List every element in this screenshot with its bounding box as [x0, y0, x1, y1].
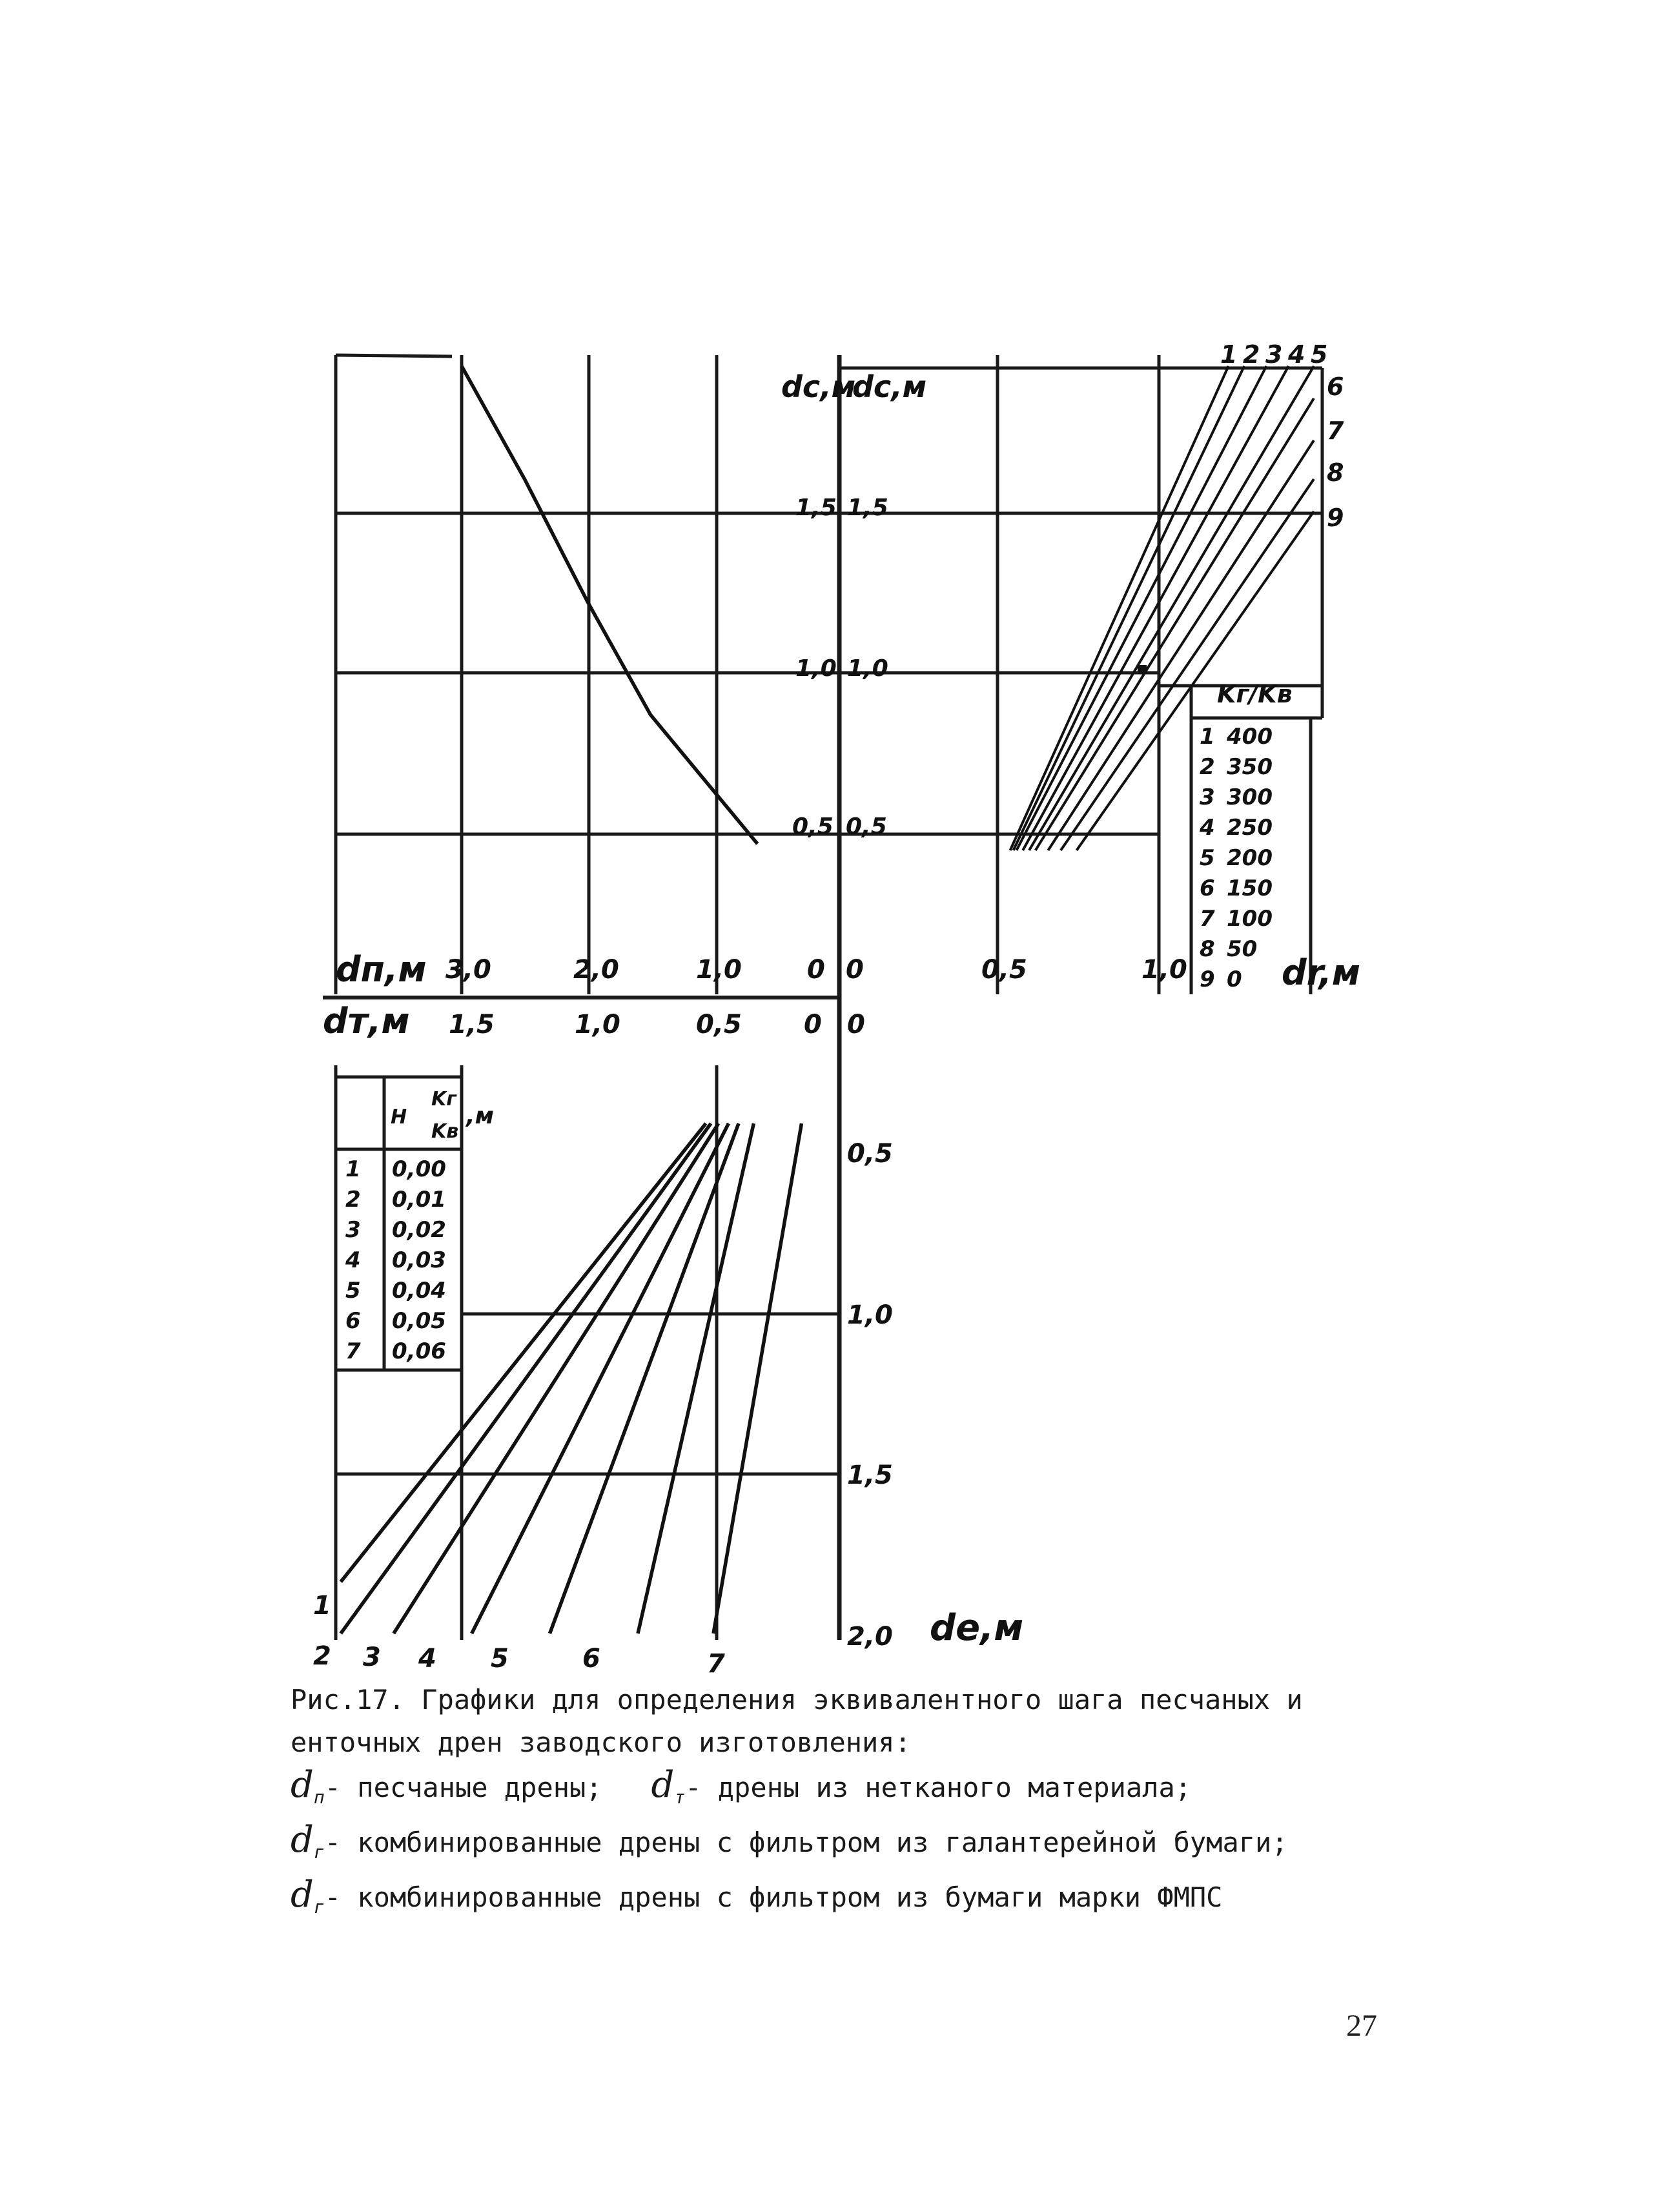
ratio-row-number: 9 — [1200, 967, 1215, 992]
dc-tick-1-0-right: 1,0 — [847, 655, 888, 682]
h-table-H: H — [391, 1106, 407, 1129]
dt-tick-0-5: 0,5 — [696, 1010, 742, 1039]
h-row-number: 3 — [345, 1217, 361, 1243]
nomogram-curves — [341, 366, 1314, 1633]
ratio-table-header: Kг/Kв — [1217, 680, 1293, 708]
ratio-row-value: 150 — [1227, 876, 1273, 901]
curve-label-7: 7 — [1327, 416, 1344, 445]
dr-axis-label: dr,м — [1282, 952, 1361, 993]
de-tick-1-0: 1,0 — [847, 1300, 893, 1330]
curve-label-1: 1 — [1220, 340, 1238, 369]
curve-label-6: 6 — [1327, 373, 1344, 401]
bottom-curve-label-2: 2 — [313, 1641, 331, 1671]
ratio-row-number: 4 — [1200, 815, 1215, 841]
de-tick-2-0: 2,0 — [847, 1622, 893, 1652]
h-row-value: 0,03 — [392, 1247, 446, 1273]
ratio-row-value: 300 — [1227, 784, 1273, 810]
de-tick-0: 0 — [847, 1010, 865, 1039]
caption-legend-row-1 — [291, 1764, 1440, 1819]
de-tick-0-5: 0,5 — [847, 1139, 893, 1169]
dr2-description: - комбинированные дрены с фильтром из бумаги марки ФМПС — [324, 1881, 1223, 1913]
top-curve-numbers — [1220, 340, 1327, 369]
dr-curve-8 — [1061, 479, 1314, 850]
dr2-symbol: d — [291, 1874, 314, 1916]
h-row-value: 0,04 — [392, 1278, 446, 1304]
bottom-curve-numbers — [313, 1591, 725, 1679]
dt-tick-1-0: 1,0 — [575, 1010, 620, 1039]
caption-legend-row-3 — [291, 1874, 1440, 1929]
curve-label-8: 8 — [1327, 458, 1344, 487]
page-number: 27 — [1346, 2009, 1377, 2043]
bottom-curve-label-5: 5 — [491, 1644, 509, 1674]
ratio-table — [1199, 680, 1293, 992]
dr1-symbol: d — [291, 1819, 314, 1861]
dp-tick-0: 0 — [807, 955, 825, 985]
dt-curve-4 — [472, 1123, 729, 1633]
ratio-row-number: 5 — [1200, 845, 1215, 871]
curve-label-4: 4 — [1288, 340, 1305, 369]
dc-axis-label-right: dc,м — [852, 369, 927, 404]
dt-subscript: т — [674, 1787, 686, 1808]
h-table-unit: ,м — [466, 1103, 495, 1129]
h-row-value: 0,06 — [392, 1338, 446, 1364]
ratio-row-value: 400 — [1227, 724, 1273, 750]
h-row-number: 5 — [345, 1278, 361, 1304]
caption-line-1: Рис.17. Графики для определения эквивалентного шага песчаных и — [291, 1684, 1303, 1715]
ratio-row-value: 200 — [1227, 845, 1273, 871]
dt-description: - дрены из нетканого материала; — [685, 1772, 1192, 1803]
h-row-number: 7 — [345, 1338, 361, 1364]
ratio-row-number: 3 — [1200, 784, 1215, 810]
dc-tick-1-5-left: 1,5 — [795, 495, 837, 521]
ratio-row-number: 1 — [1200, 724, 1215, 750]
dr1-subscript: г — [313, 1841, 325, 1863]
dr-tick-1-0: 1,0 — [1141, 955, 1187, 985]
ratio-row-value: 100 — [1227, 906, 1273, 932]
h-table — [345, 1088, 494, 1364]
reading-point-marker — [1138, 665, 1147, 674]
grid-top-edge-left — [336, 355, 452, 356]
dr1-description: - комбинированные дрены с фильтром из галантерейной бумаги; — [324, 1827, 1288, 1858]
bottom-curve-label-1: 1 — [313, 1591, 331, 1621]
ratio-row-number: 7 — [1200, 906, 1215, 932]
dr-curve-6 — [1036, 398, 1314, 850]
dc-tick-0-5-left: 0,5 — [792, 814, 834, 840]
dr-curve-7 — [1048, 440, 1314, 850]
ratio-row-value: 0 — [1227, 967, 1242, 992]
caption-legend-row-2 — [291, 1819, 1440, 1874]
dp-curve — [462, 366, 757, 844]
h-row-number: 6 — [345, 1308, 361, 1334]
h-row-number: 2 — [345, 1187, 361, 1213]
ratio-row-value: 250 — [1227, 815, 1273, 841]
ratio-row-number: 8 — [1200, 936, 1215, 962]
right-curve-numbers — [1327, 373, 1344, 532]
dr2-subscript: г — [313, 1896, 325, 1918]
h-row-number: 1 — [345, 1156, 361, 1182]
h-row-value: 0,02 — [392, 1217, 446, 1243]
ratio-row-value: 350 — [1227, 754, 1273, 780]
dt-tick-1-5: 1,5 — [449, 1010, 495, 1039]
dc-tick-1-0-left: 1,0 — [795, 655, 837, 682]
curve-label-2: 2 — [1243, 340, 1260, 369]
dt-curve-7 — [713, 1123, 802, 1633]
curve-label-9: 9 — [1327, 504, 1344, 532]
dp-tick-1-0: 1,0 — [696, 955, 742, 985]
dr-tick-0: 0 — [846, 955, 864, 985]
ratio-row-value: 50 — [1227, 936, 1258, 962]
dc-tick-1-5-right: 1,5 — [847, 495, 888, 521]
figure-caption — [291, 1679, 1440, 1929]
bottom-curve-label-6: 6 — [582, 1644, 600, 1674]
bottom-curve-label-4: 4 — [418, 1644, 436, 1674]
dp-tick-3-0: 3,0 — [445, 955, 491, 985]
dr-tick-0-5: 0,5 — [981, 955, 1027, 985]
h-row-value: 0,05 — [392, 1308, 446, 1334]
dt-symbol: d — [651, 1764, 675, 1806]
bottom-curve-label-3: 3 — [363, 1643, 381, 1672]
ratio-row-number: 6 — [1200, 876, 1215, 901]
curve-label-5: 5 — [1311, 340, 1328, 369]
caption-line-2: енточных дрен заводского изготовления: — [291, 1726, 911, 1758]
dp-symbol: d — [291, 1764, 314, 1806]
curve-label-3: 3 — [1265, 340, 1283, 369]
dp-axis-label: dп,м — [336, 949, 427, 990]
de-axis-label: dе,м — [930, 1607, 1024, 1649]
h-row-number: 4 — [345, 1247, 361, 1273]
dp-description: - песчаные дрены; — [324, 1772, 602, 1803]
dc-axis-label-left: dc,м — [781, 369, 856, 404]
dt-tick-0: 0 — [804, 1010, 822, 1039]
dr-curve-1 — [1010, 366, 1229, 850]
bottom-curve-label-7: 7 — [707, 1649, 725, 1679]
h-row-value: 0,01 — [392, 1187, 446, 1213]
de-tick-1-5: 1,5 — [847, 1460, 893, 1490]
h-table-frac-top: Kг — [431, 1088, 456, 1111]
dt-axis-label: dт,м — [323, 1001, 410, 1041]
h-row-value: 0,00 — [392, 1156, 446, 1182]
dc-tick-0-5-right: 0,5 — [846, 814, 887, 840]
h-table-frac-bottom: Kв — [431, 1120, 459, 1143]
ratio-row-number: 2 — [1200, 754, 1215, 780]
dp-tick-2-0: 2,0 — [573, 955, 619, 985]
dp-subscript: п — [313, 1787, 325, 1808]
